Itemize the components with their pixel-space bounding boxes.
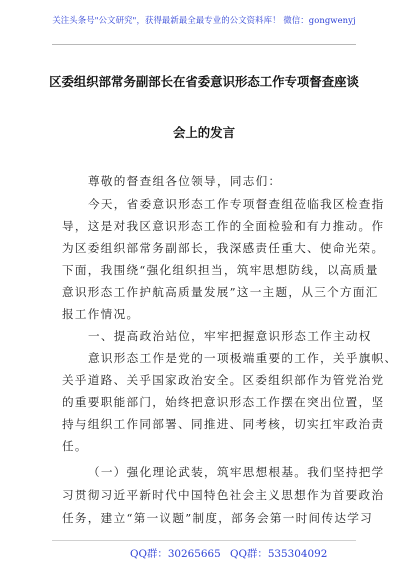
- body-line: 习贯彻习近平新时代中国特色社会主义思想作为首要政治: [62, 488, 385, 502]
- body-line: 任务，建立“第一议题”制度，部务会第一时间传达学习: [62, 511, 374, 525]
- header-promo-note: 关注头条号"公文研究"，获得最新最全最专业的公文资料库！ 微信：gongwenyj: [52, 15, 356, 25]
- body-line: 为区委组织部常务副部长，我深感责任重大、使命光荣。: [62, 241, 385, 255]
- body-line: 下面，我围绕“强化组织担当，筑牢思想防线，以高质量: [62, 263, 379, 277]
- body-line: 的重要职能部门，始终把意识形态工作摆在突出位置，坚: [62, 395, 385, 409]
- body-line: 任。: [62, 439, 88, 453]
- body-line: 关乎道路、关乎国家政治安全。区委组织部作为管党治党: [62, 373, 385, 387]
- salutation: 尊敬的督查组各位领导，同志们：: [88, 174, 282, 188]
- body-line: 意识形态工作是党的一项极端重要的工作，关乎旗帜、: [88, 351, 398, 365]
- body-line: 报工作情况。: [62, 307, 140, 321]
- body-line: 导，这是对我区意识形态工作的全面检验和有力推动。作: [62, 219, 385, 233]
- document-title-line-1: 区委组织部常务副部长在省委意识形态工作专项督查座谈: [49, 74, 359, 89]
- document-title-line-2: 会上的发言: [173, 125, 235, 140]
- body-line: （一）强化理论武装，筑牢思想根基。我们坚持把学: [88, 465, 385, 479]
- footer: [0, 545, 408, 565]
- header-bar: [52, 14, 356, 45]
- body-line: 持与组织工作同部署、同推进、同考核，切实扛牢政治责: [62, 417, 385, 431]
- body-line: 今天，省委意识形态工作专项督查组莅临我区检查指: [88, 197, 385, 211]
- section-heading: 一、提高政治站位，牢牢把握意识形态工作主动权: [88, 329, 372, 343]
- footer-qq-group-2: QQ群：535304092: [230, 548, 328, 560]
- footer-divider: [52, 540, 356, 541]
- footer-qq-group-1: QQ群：30265665: [130, 548, 221, 560]
- body-line: 意识形态工作护航高质量发展”这一主题，从三个方面汇: [62, 285, 379, 299]
